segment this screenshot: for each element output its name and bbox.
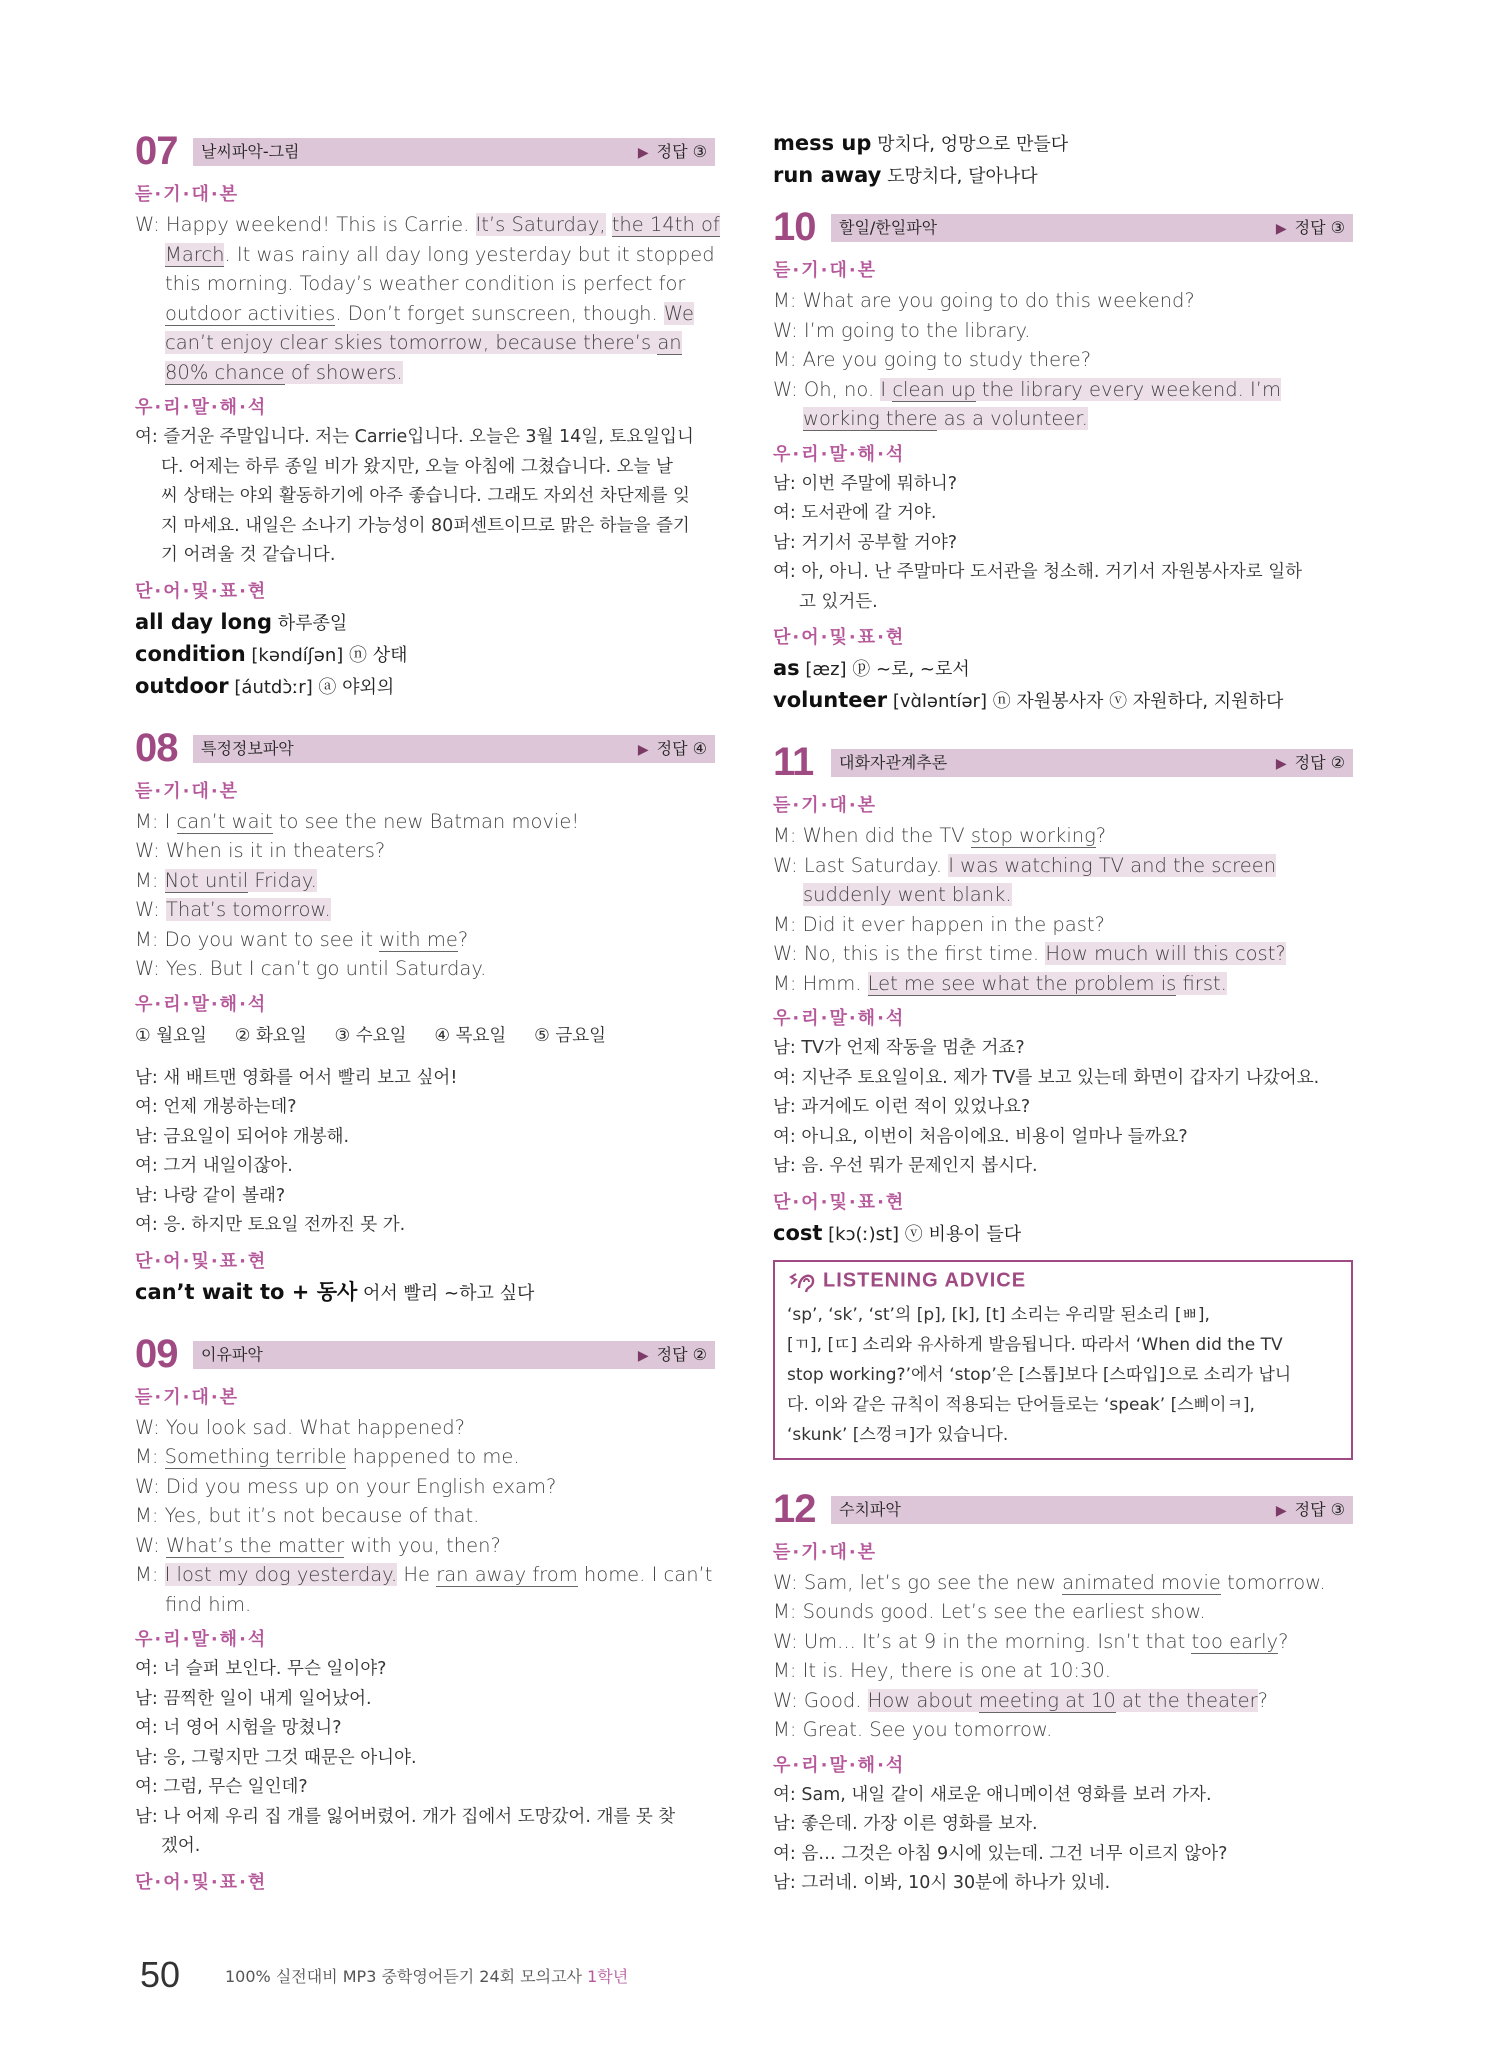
script-line: outdoor activities. Don’t forget sunscreen, though. We	[165, 301, 695, 325]
translation-line: 남: TV가 언제 작동을 멈춘 거죠?	[773, 1038, 1025, 1058]
translation-line: 여: 너 영어 시험을 망쳤니?	[135, 1718, 342, 1738]
vocab-entry: volunteer [vɑ̀ləntíər] ⓝ 자원봉사자 ⓥ 자원하다, 지원하다	[773, 688, 1284, 712]
translation-line: 여: 아, 아니. 난 주말마다 도서관을 청소해. 거기서 자원봉사자로 일하	[773, 562, 1303, 582]
script-label: 듣·기·대·본	[135, 184, 240, 205]
script-line: M: I can’t wait to see the new Batman movie!	[135, 809, 580, 833]
translation-line: 남: 그러네. 이봐, 10시 30분에 하나가 있네.	[773, 1873, 1111, 1893]
advice-text: 다. 이와 같은 규칙이 적용되는 단어들로는 ‘speak’ [스삐이ㅋ],	[787, 1394, 1255, 1415]
translation-line: 고 있거든.	[799, 591, 878, 612]
script-line: working there as a volunteer.	[803, 407, 1088, 430]
script-line: suddenly went blank.	[803, 883, 1012, 906]
script-line: M: Not until Friday.	[135, 868, 317, 892]
question-bar	[831, 749, 1353, 777]
translation-line: 씨 상태는 야외 활동하기에 아주 좋습니다. 그래도 자외선 차단제를 잊	[161, 486, 690, 506]
translation-label: 우·리·말·해·석	[135, 397, 268, 418]
translation-line: 남: 음. 우선 뭐가 문제인지 봅시다.	[773, 1156, 1038, 1176]
vocab-label: 단·어·및·표·현	[773, 627, 906, 648]
script-line: M: Did it ever happen in the past?	[773, 912, 1105, 936]
question-bar	[193, 138, 715, 166]
play-triangle-icon: ▶	[637, 145, 649, 161]
question-header-12	[773, 1486, 1353, 1532]
translation-line: 여: Sam, 내일 같이 새로운 애니메이션 영화를 보러 가자.	[773, 1784, 1212, 1805]
question-type: 할일/한일파악	[839, 218, 938, 237]
script-line: March. It was rainy all day long yesterday but it stopped	[165, 242, 715, 266]
vocab-label: 단·어·및·표·현	[135, 1871, 268, 1893]
script-label: 듣·기·대·본	[773, 260, 878, 281]
translation-line: 여: 아니요, 이번이 처음이에요. 비용이 얼마나 들까요?	[773, 1126, 1188, 1147]
play-triangle-icon: ▶	[637, 1347, 649, 1364]
translation-line: 남: 새 배트맨 영화를 어서 빨리 보고 싶어!	[135, 1067, 458, 1088]
advice-title: LISTENING ADVICE	[787, 1266, 1339, 1296]
script-line: W: Good. How about meeting at 10 at the theater?	[773, 1688, 1268, 1712]
vocab-entry: condition [kəndíʃən] ⓝ 상태	[135, 641, 408, 666]
vocab-label: 단·어·및·표·현	[135, 580, 268, 602]
script-line: W: I’m going to the library.	[773, 318, 1031, 342]
translation-line: 여: 그거 내일이잖아.	[135, 1156, 293, 1176]
listening-advice-box	[773, 1260, 1353, 1460]
script-line: M: It is. Hey, there is one at 10:30.	[773, 1659, 1111, 1682]
play-triangle-icon: ▶	[637, 741, 649, 758]
question-number: 11	[773, 740, 814, 784]
question-bar	[831, 1496, 1353, 1524]
answer-label: ▶ 정답 ③	[1275, 1499, 1345, 1519]
vocab-label: 단·어·및·표·현	[135, 1250, 268, 1272]
vocab-entry: cost [kɔ(ː)st] ⓥ 비용이 들다	[773, 1220, 1022, 1245]
script-line: M: Great. See you tomorrow.	[773, 1718, 1053, 1741]
question-type: 이유파악	[201, 1344, 263, 1364]
translation-line: 기 어려울 것 같습니다.	[161, 545, 336, 565]
vocab-entry: outdoor [áutdɔ̀ːr] ⓐ 야외의	[135, 673, 395, 698]
vocab-entry: can’t wait to + 동사 어서 빨리 ~하고 싶다	[135, 1279, 535, 1304]
answer-label: ▶ 정답 ②	[1275, 753, 1345, 772]
play-triangle-icon: ▶	[1275, 1502, 1287, 1519]
translation-line: 남: 과거에도 이런 적이 있었나요?	[773, 1097, 1031, 1117]
question-type: 수치파악	[839, 1499, 901, 1519]
advice-text: stop working?’에서 ‘stop’은 [스톱]보다 [스따입]으로 소리가 납니	[787, 1364, 1292, 1385]
translation-line: 여: 너 슬퍼 보인다. 무슨 일이야?	[135, 1659, 387, 1679]
question-type: 대화자관계추론	[839, 753, 948, 772]
script-line: can’t enjoy clear skies tomorrow, because there’s an	[165, 331, 682, 354]
translation-line: 여: 음… 그것은 아침 9시에 있는데. 그건 너무 이르지 않아?	[773, 1843, 1228, 1864]
script-line: M: Do you want to see it with me?	[135, 927, 469, 951]
translation-line: 남: 이번 주말에 뭐하니?	[773, 473, 958, 494]
script-line: M: What are you going to do this weekend?	[773, 289, 1195, 312]
question-header-08	[135, 725, 715, 771]
script-line: M: When did the TV stop working?	[773, 824, 1107, 847]
script-label: 듣·기·대·본	[773, 1541, 878, 1563]
right-column	[773, 128, 1353, 1899]
play-triangle-icon: ▶	[1275, 756, 1287, 772]
translation-line: 다. 어제는 하루 종일 비가 왔지만, 오늘 아침에 그쳤습니다. 오늘 날	[161, 456, 673, 477]
question-header-10	[773, 204, 1353, 250]
script-line: M: I lost my dog yesterday. He ran away from home. I can’t	[135, 1563, 713, 1586]
translation-line: 지 마세요. 내일은 소나기 가능성이 80퍼센트이므로 맑은 하늘을 즐기	[161, 515, 690, 536]
script-label: 듣·기·대·본	[773, 795, 878, 816]
script-line: W: You look sad. What happened?	[135, 1415, 465, 1439]
question-type: 날씨파악-그림	[201, 142, 300, 161]
translation-label: 우·리·말·해·석	[135, 1629, 268, 1650]
advice-text: [ㄲ], [ㄸ] 소리와 유사하게 발음됩니다. 따라서 ‘When did the TV	[787, 1334, 1283, 1355]
translation-label: 우·리·말·해·석	[773, 443, 906, 465]
answer-label: ▶ 정답 ③	[637, 142, 707, 161]
question-number: 08	[135, 725, 178, 770]
script-line: W: Oh, no. I clean up the library every weekend. I’m	[773, 377, 1281, 401]
script-line: W: When is it in theaters?	[135, 839, 386, 862]
play-triangle-icon: ▶	[1275, 221, 1287, 237]
translation-label: 우·리·말·해·석	[135, 993, 268, 1015]
vocab-entry: all day long 하루종일	[135, 609, 348, 634]
translation-line: 남: 좋은데. 가장 이른 영화를 보자.	[773, 1814, 1038, 1834]
script-line: M: Are you going to study there?	[773, 348, 1092, 371]
question-bar	[831, 214, 1353, 242]
translation-line: 남: 거기서 공부할 거야?	[773, 532, 958, 553]
script-line: W: No, this is the first time. How much will this cost?	[773, 942, 1286, 965]
left-column	[135, 128, 720, 1898]
question-header-11	[773, 739, 1353, 785]
script-line: W: Did you mess up on your English exam?	[135, 1474, 557, 1498]
question-number: 10	[773, 205, 816, 249]
translation-line: 남: 응, 그렇지만 그것 때문은 아니야.	[135, 1747, 417, 1768]
script-line: 80% chance of showers.	[165, 360, 403, 384]
script-line: this morning. Today’s weather condition is perfect for	[165, 272, 686, 295]
question-header-07	[135, 128, 715, 174]
script-line: W: Happy weekend! This is Carrie. It’s Saturday, the 14th of	[135, 213, 720, 236]
question-number: 09	[135, 1331, 178, 1376]
script-line: W: Um... It’s at 9 in the morning. Isn’t that too early?	[773, 1629, 1289, 1653]
translation-line: 남: 나 어제 우리 집 개를 잃어버렸어. 개가 집에서 도망갔어. 개를 못 찾	[135, 1806, 676, 1827]
script-line: W: Last Saturday. I was watching TV and the screen	[773, 853, 1277, 877]
script-line: M: Hmm. Let me see what the problem is first.	[773, 971, 1227, 995]
script-label: 듣·기·대·본	[135, 780, 240, 802]
answer-choices: ① 월요일 ② 화요일 ③ 수요일 ④ 목요일 ⑤ 금요일	[135, 1025, 607, 1046]
answer-label: ▶ 정답 ④	[637, 738, 707, 758]
translation-label: 우·리·말·해·석	[773, 1754, 906, 1776]
question-bar	[193, 1341, 715, 1369]
answer-label: ▶ 정답 ②	[637, 1344, 707, 1364]
script-line: W: What’s the matter with you, then?	[135, 1533, 501, 1557]
script-line: W: Yes. But I can’t go until Saturday.	[135, 957, 487, 980]
vocab-label: 단·어·및·표·현	[773, 1191, 906, 1213]
question-number: 12	[773, 1486, 816, 1531]
translation-line: 여: 언제 개봉하는데?	[135, 1097, 297, 1117]
script-label: 듣·기·대·본	[135, 1386, 240, 1408]
question-bar	[193, 735, 715, 763]
translation-line: 여: 도서관에 갈 거야.	[773, 503, 937, 523]
translation-line: 겠어.	[161, 1836, 201, 1856]
translation-line: 여: 응. 하지만 토요일 전까진 못 가.	[135, 1215, 406, 1235]
translation-line: 여: 그럼, 무슨 일인데?	[135, 1777, 308, 1797]
book-title: 100% 실전대비 MP3 중학영어듣기 24회 모의고사 1학년	[225, 1967, 629, 1986]
vocab-entry: mess up 망치다, 엉망으로 만들다	[773, 131, 1069, 155]
script-line: W: Sam, let’s go see the new animated movie tomorrow.	[773, 1570, 1326, 1594]
advice-text: ‘sp’, ‘sk’, ‘st’의 [p], [k], [t] 소리는 우리말 된소리 [ㅃ],	[787, 1304, 1210, 1325]
question-type: 특정정보파악	[201, 738, 294, 758]
translation-line: 여: 지난주 토요일이요. 제가 TV를 보고 있는데 화면이 갑자기 나갔어요.	[773, 1067, 1320, 1088]
answer-label: ▶ 정답 ③	[1275, 218, 1345, 237]
script-line: M: Yes, but it’s not because of that.	[135, 1504, 480, 1527]
advice-text: ‘skunk’ [스껑ㅋ]가 있습니다.	[787, 1424, 1009, 1445]
translation-line: 남: 나랑 같이 볼래?	[135, 1185, 286, 1206]
vocab-entry: as [æz] ⓟ ~로, ~로서	[773, 656, 970, 680]
script-line: W: That’s tomorrow.	[135, 898, 331, 921]
translation-label: 우·리·말·해·석	[773, 1008, 906, 1029]
question-header-09	[135, 1331, 715, 1377]
script-line: find him.	[165, 1592, 252, 1616]
question-number: 07	[135, 129, 178, 173]
script-line: M: Something terrible happened to me.	[135, 1445, 520, 1468]
translation-line: 남: 끔찍한 일이 내게 일어났어.	[135, 1688, 372, 1709]
translation-line: 남: 금요일이 되어야 개봉해.	[135, 1126, 350, 1147]
script-line: M: Sounds good. Let’s see the earliest show.	[773, 1600, 1206, 1623]
vocab-entry: run away 도망치다, 달아나다	[773, 163, 1038, 187]
ear-icon	[787, 1266, 817, 1296]
translation-line: 여: 즐거운 주말입니다. 저는 Carrie입니다. 오늘은 3월 14일, 토요일입니	[135, 427, 694, 447]
page-number: 50	[140, 1954, 181, 1995]
